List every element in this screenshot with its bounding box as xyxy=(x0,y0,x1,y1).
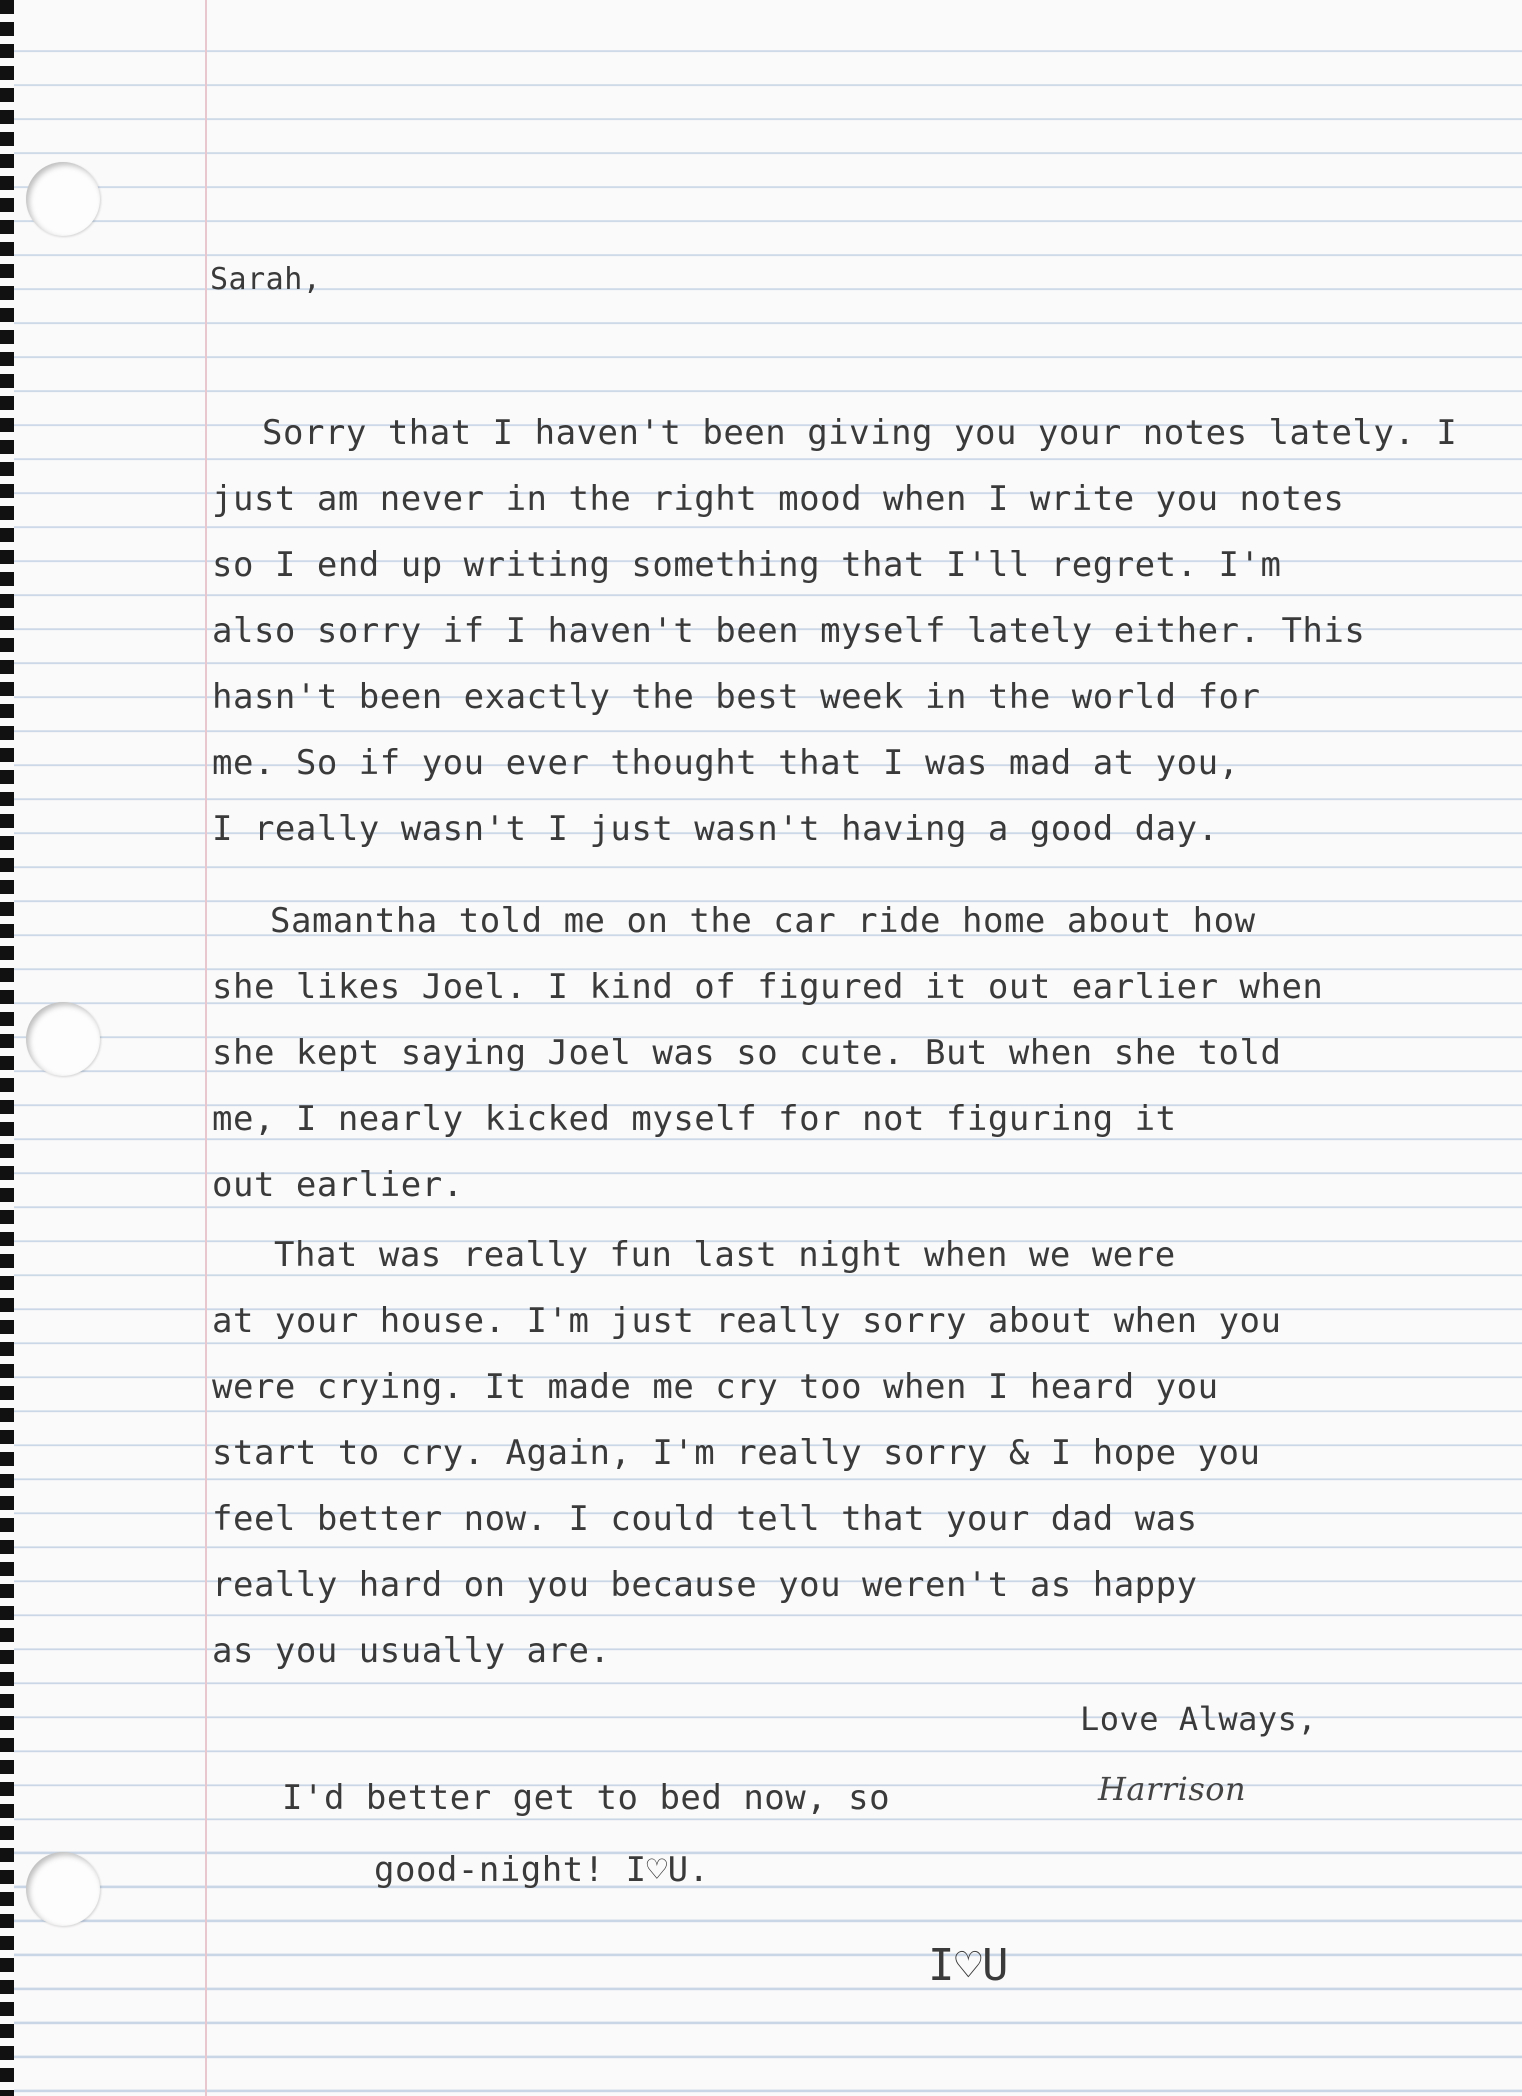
text-line: start to cry. Again, I'm really sorry & I hope you xyxy=(212,1433,1261,1473)
text-line: I really wasn't I just wasn't having a good day. xyxy=(212,809,1219,849)
paragraph-3 xyxy=(212,1222,1281,1684)
text-line: I'd better get to bed now, so xyxy=(282,1778,891,1818)
text-line: just am never in the right mood when I write you notes xyxy=(212,479,1345,519)
letter-greeting: Sarah, xyxy=(210,262,322,297)
text-line: Sorry that I haven't been giving you your notes lately. I xyxy=(262,413,1458,453)
text-line: really hard on you because you weren't as happy xyxy=(212,1565,1198,1605)
paragraph-1 xyxy=(212,400,1457,862)
text-line: were crying. It made me cry too when I heard you xyxy=(212,1367,1219,1407)
text-line: as you usually are. xyxy=(212,1631,611,1671)
text-line: me, I nearly kicked myself for not figuring it xyxy=(212,1099,1177,1139)
text-line: she likes Joel. I kind of figured it out earlier when xyxy=(212,967,1324,1007)
letter-closing: Love Always, xyxy=(1080,1700,1318,1738)
paragraph-2 xyxy=(212,888,1323,1218)
text-line: at your house. I'm just really sorry about when you xyxy=(212,1301,1282,1341)
text-line: also sorry if I haven't been myself lately either. This xyxy=(212,611,1366,651)
text-line: Samantha told me on the car ride home about how xyxy=(270,901,1256,941)
text-line: That was really fun last night when we were xyxy=(274,1235,1176,1275)
text-line: out earlier. xyxy=(212,1165,464,1205)
text-line: hasn't been exactly the best week in the world for xyxy=(212,677,1261,717)
postscript xyxy=(282,1762,890,1906)
text-line: so I end up writing something that I'll regret. I'm xyxy=(212,545,1282,585)
signature: Harrison xyxy=(1098,1770,1247,1808)
text-line: feel better now. I could tell that your dad was xyxy=(212,1499,1198,1539)
text-line: she kept saying Joel was so cute. But when she told xyxy=(212,1033,1282,1073)
text-line: good-night! I♡U. xyxy=(374,1850,710,1890)
text-line: me. So if you ever thought that I was mad at you, xyxy=(212,743,1240,783)
footer-heart-note: I♡U xyxy=(928,1940,1009,1991)
